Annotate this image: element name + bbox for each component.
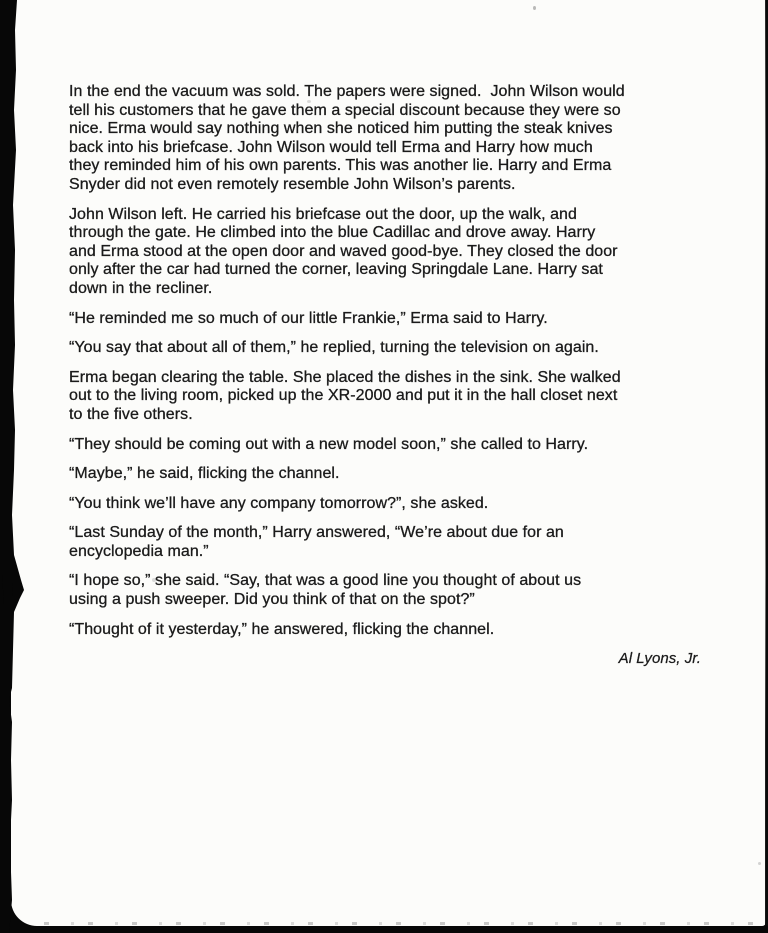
text-line: “He reminded me so much of our little Frankie,” Erma said to Harry. bbox=[69, 309, 548, 327]
paragraph bbox=[69, 369, 714, 425]
paragraph bbox=[69, 436, 714, 455]
paragraph bbox=[69, 524, 714, 561]
author-signature: Al Lyons, Jr. bbox=[618, 650, 701, 668]
text-line: “You think we’ll have any company tomorrow?”, she asked. bbox=[69, 494, 489, 512]
text-line: “They should be coming out with a new model soon,” she called to Harry. bbox=[69, 435, 589, 453]
scan-edge-bottom-artifact bbox=[30, 922, 768, 925]
photocopy-speck bbox=[533, 6, 536, 10]
paragraph bbox=[69, 310, 714, 329]
text-line: Erma began clearing the table. She placed the dishes in the sink. She walked bbox=[69, 368, 621, 386]
paragraph bbox=[69, 206, 714, 299]
text-line: “Maybe,” he said, flicking the channel. bbox=[69, 465, 340, 483]
text-line: they reminded him of his own parents. This was another lie. Harry and Erma bbox=[69, 157, 612, 175]
story-text bbox=[69, 83, 714, 669]
paragraph bbox=[69, 621, 714, 640]
text-line: Snyder did not even remotely resemble John Wilson’s parents. bbox=[69, 175, 516, 193]
text-line: encyclopedia man.” bbox=[69, 542, 209, 560]
paragraph bbox=[69, 339, 714, 358]
text-line: back into his briefcase. John Wilson would tell Erma and Harry how much bbox=[69, 138, 593, 156]
text-line: “Thought of it yesterday,” he answered, flicking the channel. bbox=[69, 620, 495, 638]
text-line: tell his customers that he gave them a special discount because they were so bbox=[69, 101, 621, 119]
story-paragraphs bbox=[69, 83, 714, 639]
text-line: and Erma stood at the open door and waved good-bye. They closed the door bbox=[69, 242, 618, 260]
photocopy-speck bbox=[758, 862, 761, 865]
text-line: down in the recliner. bbox=[69, 279, 213, 297]
text-line: nice. Erma would say nothing when she noticed him putting the steak knives bbox=[69, 120, 613, 138]
text-line: only after the car had turned the corner, leaving Springdale Lane. Harry sat bbox=[69, 261, 603, 279]
text-line: John Wilson left. He carried his briefcase out the door, up the walk, and bbox=[69, 205, 577, 223]
paragraph bbox=[69, 465, 714, 484]
paragraph bbox=[69, 495, 714, 514]
paragraph bbox=[69, 83, 714, 195]
text-line: using a push sweeper. Did you think of that on the spot?” bbox=[69, 591, 475, 609]
text-line: out to the living room, picked up the XR-2000 and put it in the hall closet next bbox=[69, 387, 618, 405]
text-line: through the gate. He climbed into the blue Cadillac and drove away. Harry bbox=[69, 224, 596, 242]
paragraph bbox=[69, 572, 714, 609]
text-line: to the five others. bbox=[69, 405, 193, 423]
text-line: In the end the vacuum was sold. The papers were signed. John Wilson would bbox=[69, 83, 625, 100]
text-line: “You say that about all of them,” he replied, turning the television on again. bbox=[69, 339, 599, 357]
text-line: “I hope so,” she said. “Say, that was a good line you thought of about us bbox=[69, 572, 582, 590]
text-line: “Last Sunday of the month,” Harry answered, “We’re about due for an bbox=[69, 524, 564, 542]
